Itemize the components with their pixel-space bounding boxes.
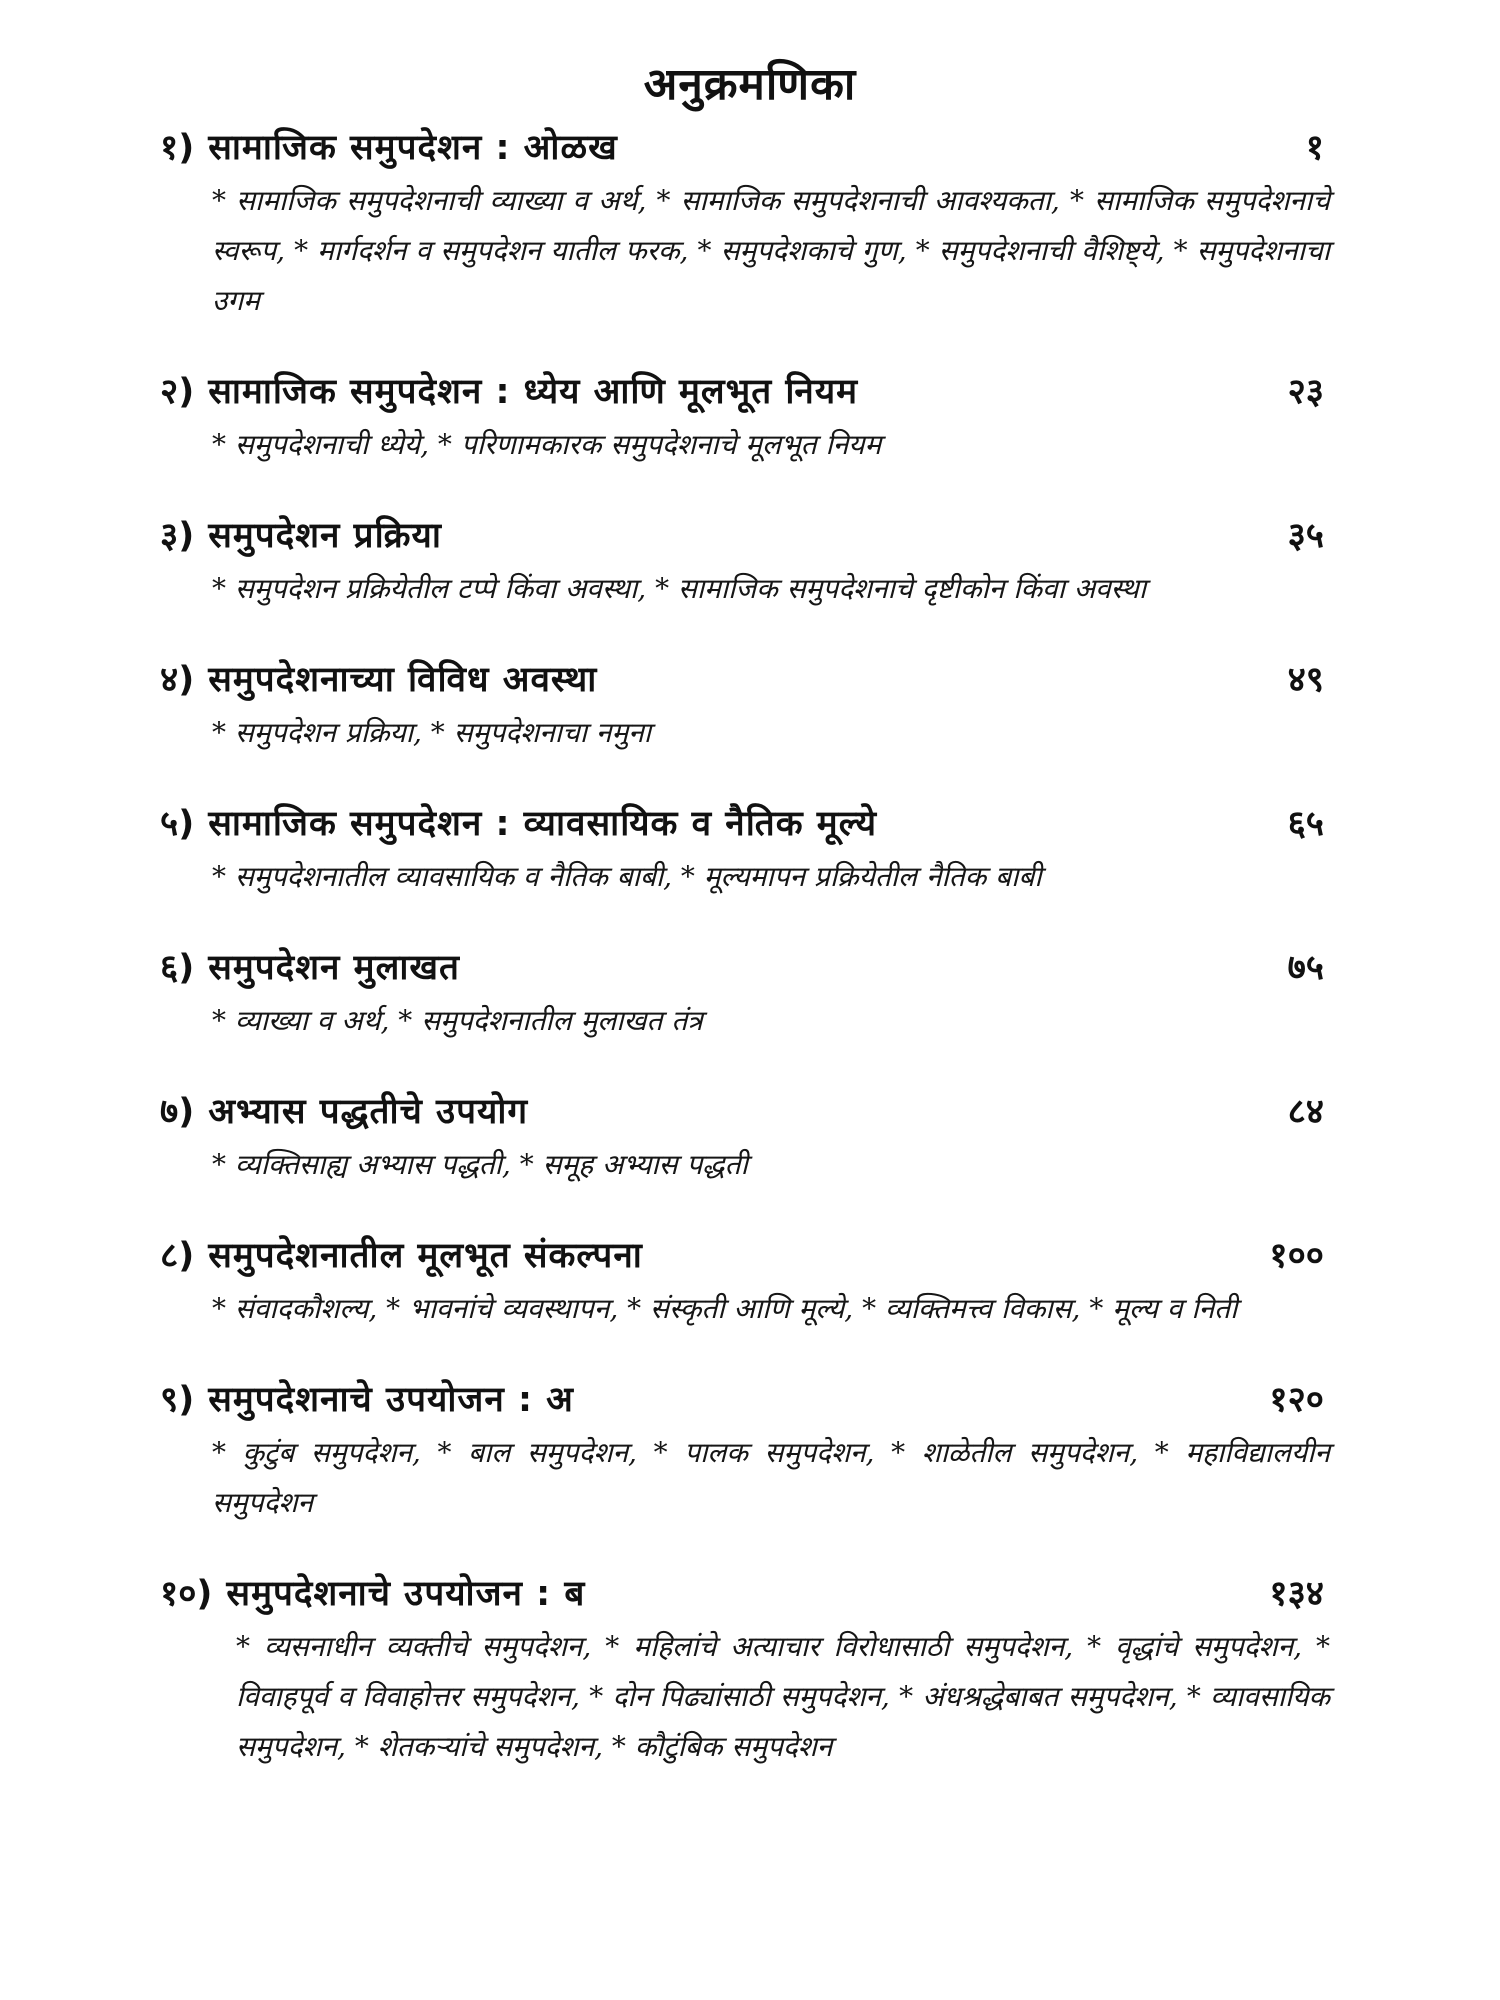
chapter-topics: * समुपदेशनाची ध्येये, * परिणामकारक समुपदेशनाचे मूलभूत नियम (212, 428, 882, 461)
chapter-topics: * समुपदेशनातील व्यावसायिक व नैतिक बाबी, * मूल्यमापन प्रक्रियेतील नैतिक बाबी (212, 860, 1042, 893)
table-of-contents (160, 120, 1330, 1810)
chapter-title: समुपदेशनातील मूलभूत संकल्पना (208, 1236, 643, 1276)
toc-entry-2 (160, 364, 1330, 470)
chapter-title: समुपदेशन मुलाखत (208, 948, 460, 988)
chapter-topics: * समुपदेशन प्रक्रिया, * समुपदेशनाचा नमुना (212, 716, 651, 749)
toc-entry-3 (160, 508, 1330, 614)
page-number: ४९ (1287, 660, 1324, 700)
chapter-title: समुपदेशनाचे उपयोजन : ब (226, 1574, 586, 1614)
chapter-number: १) (160, 128, 195, 168)
chapter-number: २) (160, 372, 195, 412)
toc-entry-heading (160, 940, 1330, 996)
page-number: १२० (1269, 1380, 1324, 1420)
toc-entry-9 (160, 1372, 1330, 1528)
chapter-number: ७) (160, 1092, 195, 1132)
page-number: ६५ (1287, 804, 1324, 844)
chapter-number: ५) (160, 804, 195, 844)
toc-entry-heading (160, 1228, 1330, 1284)
toc-entry-4 (160, 652, 1330, 758)
toc-entry-5 (160, 796, 1330, 902)
toc-entry-heading (160, 652, 1330, 708)
chapter-title: समुपदेशनाच्या विविध अवस्था (208, 660, 598, 700)
toc-entry-8 (160, 1228, 1330, 1334)
page-title: अनुक्रमणिका (643, 59, 857, 110)
toc-entry-heading (160, 1084, 1330, 1140)
page-number: १३४ (1269, 1574, 1324, 1614)
chapter-number: ८) (160, 1236, 195, 1276)
chapter-topics: * व्यसनाधीन व्यक्तीचे समुपदेशन, * महिलांचे अत्याचार विरोधासाठी समुपदेशन, * वृद्धांचे समुपदेशन, * विवाहपूर्व व विवाहोत्तर समुपदेशन, * दोन पिढ्यांसाठी समुपदेशन, * अंधश्रद्धेबाबत समुपदेशन, * व्यावसायिक समुपदेशन, * शेतकऱ्यांचे समुपदेशन, * कौटुंबिक समुपदेशन (236, 1630, 1330, 1763)
chapter-title: अभ्यास पद्धतीचे उपयोग (208, 1092, 529, 1132)
chapter-title: सामाजिक समुपदेशन : ओळख (208, 128, 618, 168)
chapter-topics: * समुपदेशन प्रक्रियेतील टप्पे किंवा अवस्था, * सामाजिक समुपदेशनाचे दृष्टीकोन किंवा अवस्था (212, 572, 1147, 605)
page-number: ८४ (1287, 1092, 1324, 1132)
toc-entry-10 (160, 1566, 1330, 1772)
page-number: १०० (1269, 1236, 1324, 1276)
page-number: ७५ (1287, 948, 1324, 988)
toc-entry-6 (160, 940, 1330, 1046)
chapter-number: ४) (160, 660, 195, 700)
page-number: ३५ (1287, 516, 1324, 556)
toc-entry-7 (160, 1084, 1330, 1190)
chapter-topics: * संवादकौशल्य, * भावनांचे व्यवस्थापन, * संस्कृती आणि मूल्ये, * व्यक्तिमत्त्व विकास, * मूल्य व निती (212, 1292, 1238, 1325)
chapter-title: सामाजिक समुपदेशन : व्यावसायिक व नैतिक मूल्ये (208, 804, 877, 844)
toc-entry-heading (160, 508, 1330, 564)
chapter-topics: * व्याख्या व अर्थ, * समुपदेशनातील मुलाखत तंत्र (212, 1004, 703, 1037)
chapter-number: ९) (160, 1380, 195, 1420)
chapter-topics: * व्यक्तिसाह्य अभ्यास पद्धती, * समूह अभ्यास पद्धती (212, 1148, 748, 1181)
toc-entry-1 (160, 120, 1330, 326)
chapter-number: ६) (160, 948, 195, 988)
chapter-number: ३) (160, 516, 195, 556)
toc-entry-heading (160, 796, 1330, 852)
toc-entry-heading (160, 120, 1330, 176)
chapter-topics: * सामाजिक समुपदेशनाची व्याख्या व अर्थ, * सामाजिक समुपदेशनाची आवश्यकता, * सामाजिक समुपदेशनाचे स्वरूप, * मार्गदर्शन व समुपदेशन यातील फरक, * समुपदेशकाचे गुण, * समुपदेशनाची वैशिष्ट्ये, * समुपदेशनाचा उगम (212, 184, 1330, 317)
chapter-number: १०) (160, 1574, 213, 1614)
chapter-title: समुपदेशनाचे उपयोजन : अ (208, 1380, 574, 1420)
toc-entry-heading (160, 1372, 1330, 1428)
page-number: २३ (1287, 372, 1324, 412)
toc-entry-heading (160, 1566, 1330, 1622)
chapter-title: सामाजिक समुपदेशन : ध्येय आणि मूलभूत नियम (208, 372, 859, 412)
chapter-title: समुपदेशन प्रक्रिया (208, 516, 442, 556)
page-number: १ (1305, 128, 1324, 168)
chapter-topics: * कुटुंब समुपदेशन, * बाल समुपदेशन, * पालक समुपदेशन, * शाळेतील समुपदेशन, * महाविद्यालयीन समुपदेशन (212, 1436, 1330, 1519)
toc-entry-heading (160, 364, 1330, 420)
